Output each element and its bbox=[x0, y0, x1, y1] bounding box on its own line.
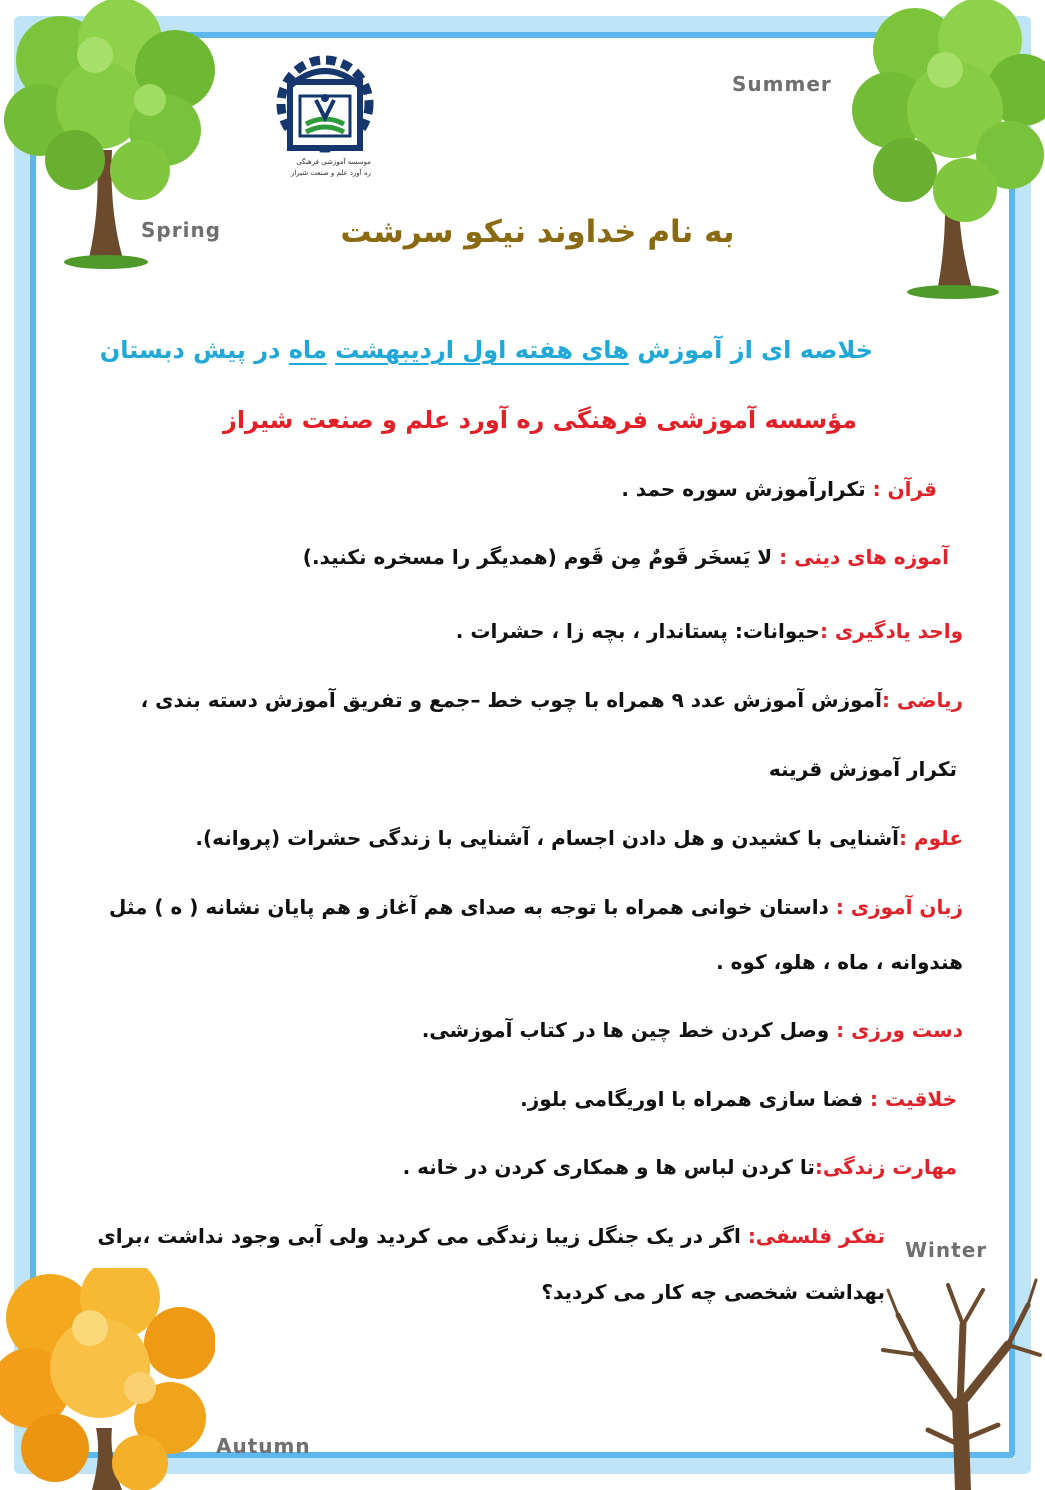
lesson-text: داستان خوانی همراه با توجه به صدای هم آغاز و هم پایان نشانه ( ه ) مثل bbox=[109, 895, 836, 919]
lesson-text: وصل کردن خط چین ها در کتاب آموزشی. bbox=[421, 1018, 837, 1042]
lesson-text: فضا سازی همراه با اوریگامی بلوز. bbox=[520, 1087, 870, 1111]
lesson-text: اگر در یک جنگل زیبا زندگی می کردید ولی آبی وجود نداشت ،برای bbox=[97, 1224, 748, 1248]
lesson-label: علوم : bbox=[899, 826, 963, 850]
lesson-text: تکرارآموزش سوره حمد . bbox=[621, 477, 873, 501]
institute-logo bbox=[248, 42, 403, 194]
lesson-item-math bbox=[141, 688, 963, 712]
logo-caption-line2: ره آورد علم و صنعت شیراز bbox=[290, 169, 371, 177]
autumn-tree-icon bbox=[0, 1268, 215, 1490]
lesson-label: خلاقیت : bbox=[870, 1087, 957, 1111]
lesson-label: ریاضی : bbox=[881, 688, 963, 712]
lesson-item-creativity bbox=[520, 1087, 957, 1111]
season-label-autumn: Autumn bbox=[216, 1434, 311, 1458]
summary-heading bbox=[100, 336, 873, 364]
lesson-item-philosophy bbox=[97, 1224, 885, 1248]
lesson-item-quran bbox=[621, 477, 937, 501]
season-label-summer: Summer bbox=[732, 72, 832, 96]
lesson-label: قرآن : bbox=[872, 477, 937, 501]
summary-heading-part1: خلاصه ای از آموزش bbox=[637, 336, 873, 364]
lesson-item-science bbox=[195, 826, 963, 850]
lesson-text: آشنایی با کشیدن و هل دادن اجسام ، آشنایی با زندگی حشرات (پروانه). bbox=[195, 826, 900, 850]
lesson-label: زبان آموزی : bbox=[835, 895, 963, 919]
lesson-item-language bbox=[109, 895, 963, 919]
gear-book-logo-icon bbox=[276, 52, 374, 156]
lesson-item-religious bbox=[303, 545, 949, 569]
lesson-label: تفکر فلسفی: bbox=[747, 1224, 885, 1248]
page-title: به نام خداوند نیکو سرشت bbox=[340, 214, 735, 250]
summary-heading-part2: های هفته اول اردیبهشت bbox=[335, 336, 629, 364]
lesson-label: واحد یادگیری : bbox=[819, 619, 963, 643]
lesson-text: لا یَسخَر قَومٌ مِن قَوم (همدیگر را مسخره نکنید.) bbox=[302, 545, 780, 569]
lesson-item-handcraft bbox=[422, 1018, 963, 1042]
lesson-item-learning-unit bbox=[456, 619, 963, 643]
lesson-text: آموزش آموزش عدد ۹ همراه با چوب خط –جمع و تفریق آموزش دسته بندی ، bbox=[140, 688, 882, 712]
lesson-label: آموزه های دینی : bbox=[779, 545, 949, 569]
lesson-text: تا کردن لباس ها و همکاری کردن در خانه . bbox=[402, 1155, 815, 1179]
summary-heading-part3: ماه bbox=[288, 336, 327, 364]
logo-caption-line1: موسسه آموزشی فرهنگی bbox=[296, 158, 371, 166]
lesson-item-language-continued: هندوانه ، ماه ، هلو، کوه . bbox=[716, 950, 963, 974]
season-label-spring: Spring bbox=[141, 218, 221, 242]
lesson-text: حیوانات: پستاندار ، بچه زا ، حشرات . bbox=[455, 619, 820, 643]
winter-tree-icon bbox=[868, 1255, 1045, 1490]
institute-name-heading: مؤسسه آموزشی فرهنگی ره آورد علم و صنعت شیراز bbox=[223, 406, 857, 434]
lesson-label: دست ورزی : bbox=[836, 1018, 963, 1042]
summary-heading-part4: در پیش دبستان bbox=[99, 336, 281, 364]
lesson-item-math-continued: تکرار آموزش قرینه bbox=[768, 757, 957, 781]
lesson-item-life-skills bbox=[403, 1155, 957, 1179]
summer-tree-icon bbox=[845, 0, 1045, 300]
season-label-winter: Winter bbox=[905, 1238, 988, 1262]
lesson-label: مهارت زندگی: bbox=[814, 1155, 957, 1179]
lesson-item-philosophy-continued: بهداشت شخصی چه کار می کردید؟ bbox=[541, 1280, 885, 1304]
